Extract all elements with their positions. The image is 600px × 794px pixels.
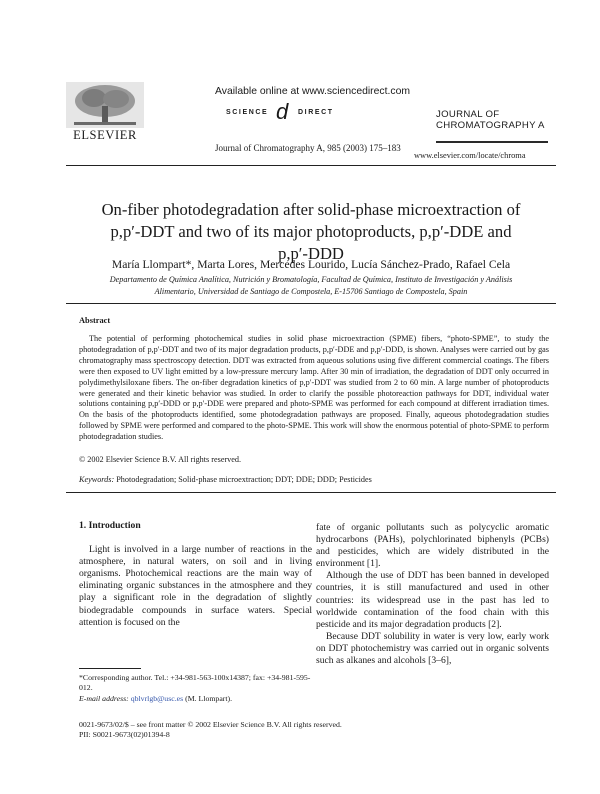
affiliation-line2: Alimentario, Universidad de Santiago de Compostela, E-15706 Santiago de Compostela, Spain <box>154 286 468 296</box>
intro-paragraph-1: Light is involved in a large number of reactions in the atmosphere, in natural waters, on soil and in living organisms. Photochemical reactions are the main way of eliminating organic substances in the atmosphere and they play a significant role in the degradation of slightly biodegradable compounds in surface waters. Special attention is focused on the <box>79 544 312 628</box>
sd-science: SCIENCE <box>226 109 269 116</box>
abstract-top-rule <box>66 303 556 304</box>
abstract-copyright: © 2002 Elsevier Science B.V. All rights reserved. <box>79 455 242 464</box>
sd-at-symbol: d <box>276 99 289 124</box>
keywords <box>79 475 549 484</box>
footnote-rule <box>79 668 141 669</box>
journal-url: www.elsevier.com/locate/chroma <box>414 151 526 160</box>
email-label: E-mail address: <box>79 693 129 703</box>
issn-line: 0021-9673/02/$ – see front matter © 2002 Elsevier Science B.V. All rights reserved. <box>79 720 342 729</box>
journal-name <box>436 110 545 131</box>
abstract-text: The potential of performing photochemical studies in solid phase microextraction (SPME) fibers, “photo-SPME”, to study the photodegradation of p,p′-DDT and two of its major degradation products, p,p′-DDE and p,p′-DDD, is shown. Analyses were carried out by gas chromatography mass spectroscopy detection. DDT was extracted from aqueous solutions using five different commercial coatings. The fibers were then exposed to UV light emitted by a low-pressure mercury lamp. After 30 min of irradiation, the degradation of DDT only occurred in polydimethylsiloxane fibers. The on-fiber degradation kinetics of p,p′-DDT was studied from 2 to 60 min. A large number of photoproducts were generated and their kinetic behavior was studied. In order to clarify the possible photoreaction pathways for DDT, individual water solutions containing p,p′-DDD or p,p′-DDE were prepared and photo-SPME was performed for each compound at different irradiation times. On the basis of the photoproducts identified, some photodegradation pathways are proposed. Finally, aqueous photodegradation studies followed by SPME were performed and compared to the photo-SPME. This work will show the enormous potential of photo-SPME to perform photodegradation studies. <box>79 334 549 442</box>
article-title <box>66 199 556 265</box>
journal-citation: Journal of Chromatography A, 985 (2003) 175–183 <box>215 143 401 153</box>
footnote-email-line <box>79 694 312 704</box>
keywords-list: Photodegradation; Solid-phase microextraction; DDT; DDE; DDD; Pesticides <box>116 475 372 484</box>
title-line3: p,p′-DDD <box>278 244 344 263</box>
sciencedirect-logo <box>226 101 426 125</box>
publisher-name: ELSEVIER <box>73 128 137 142</box>
email-link[interactable]: qblvrlgb@usc.es <box>130 693 184 703</box>
abstract-heading: Abstract <box>79 316 111 325</box>
affiliation-line1: Departamento de Química Analítica, Nutrición y Bromatología, Facultad de Química, Instituto de Investigación y Análisis <box>109 275 513 284</box>
affiliation <box>66 274 556 297</box>
corresponding-author-footnote <box>79 673 312 704</box>
journal-bar <box>436 141 548 143</box>
keywords-label: Keywords: <box>79 475 115 484</box>
pii-line: PII: S0021-9673(02)01394-8 <box>79 730 170 740</box>
header-rule <box>66 165 556 166</box>
intro-paragraph-3: Although the use of DDT has been banned in developed countries, it is still manufactured and used in other countries: its widespread use in the past has led to worldwide contamination of the food chain with this pesticide and its major degradation products [2]. <box>316 570 549 630</box>
footnote-contact: *Corresponding author. Tel.: +34-981-563-100x14387; fax: +34-981-595-012. <box>79 673 311 693</box>
intro-paragraph-2: fate of organic pollutants such as polycyclic aromatic hydrocarbons (PAHs), polychlorinated biphenyls (PCBs) and pesticides, which are widely distributed in the environment [1]. <box>316 522 549 570</box>
elsevier-logo <box>66 82 144 142</box>
author-list: María Llompart*, Marta Lores, Mercedes Lourido, Lucía Sánchez-Prado, Rafael Cela <box>111 258 511 271</box>
title-line1: On-fiber photodegradation after solid-phase microextraction of <box>101 200 521 219</box>
title-line2: p,p′-DDT and two of its major photoproducts, p,p′-DDE and <box>110 222 512 241</box>
available-online: Available online at www.sciencedirect.com <box>215 86 411 97</box>
email-suffix: (M. Llompart). <box>185 693 233 703</box>
journal-name-line2: CHROMATOGRAPHY A <box>436 119 545 131</box>
intro-paragraph-4: Because DDT solubility in water is very low, early work on DDT photochemistry was carried out in organic solvents such as alkanes and alcohols [3–6], <box>316 630 549 667</box>
elsevier-tree-icon <box>66 82 144 128</box>
abstract-bottom-rule <box>66 492 556 493</box>
right-column <box>316 522 549 667</box>
sd-direct: DIRECT <box>298 109 334 116</box>
left-column <box>79 520 312 629</box>
front-matter-info <box>79 720 342 741</box>
section-heading-introduction: 1. Introduction <box>79 520 141 531</box>
journal-name-line1: JOURNAL OF <box>436 109 500 120</box>
